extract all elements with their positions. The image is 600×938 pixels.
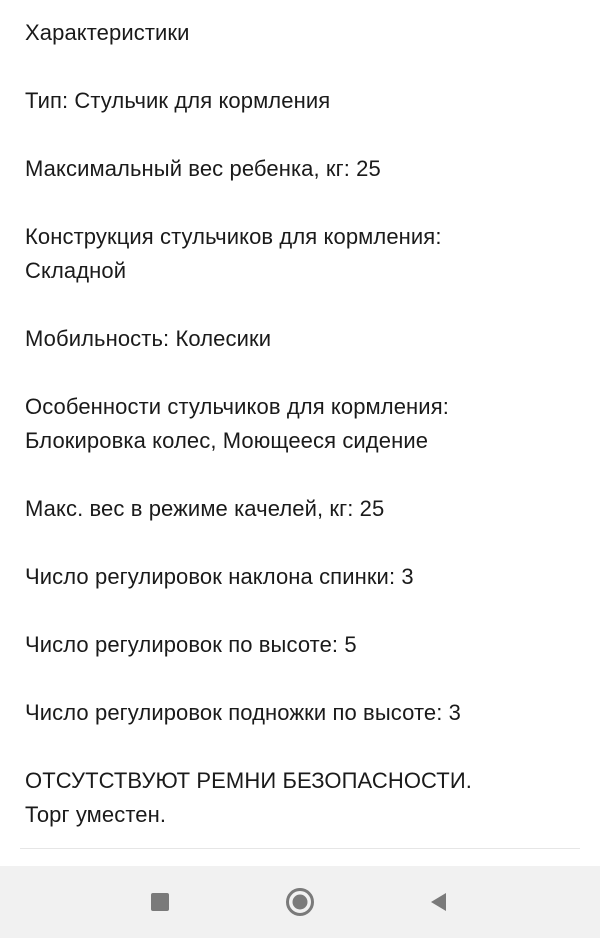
system-navigation-bar xyxy=(0,866,600,938)
spec-swing-max-weight: Макс. вес в режиме качелей, кг: 25 xyxy=(25,496,385,521)
spec-type: Тип: Стульчик для кормления xyxy=(25,88,331,113)
spec-construction: Конструкция стульчиков для кормления: Складной xyxy=(25,224,442,283)
spec-backrest-adjustments: Число регулировок наклона спинки: 3 xyxy=(25,564,414,589)
description-block xyxy=(25,16,580,866)
seller-note: ОТСУТСТВУЮТ РЕМНИ БЕЗОПАСНОСТИ. Торг уместен. xyxy=(25,768,472,827)
content-divider xyxy=(20,848,580,849)
recent-apps-icon[interactable] xyxy=(142,884,178,920)
home-icon[interactable] xyxy=(282,884,318,920)
spec-features: Особенности стульчиков для кормления: Блокировка колес, Моющееся сидение xyxy=(25,394,449,453)
spec-height-adjustments: Число регулировок по высоте: 5 xyxy=(25,632,357,657)
spec-footrest-adjustments: Число регулировок подножки по высоте: 3 xyxy=(25,700,461,725)
spec-max-weight: Максимальный вес ребенка, кг: 25 xyxy=(25,156,381,181)
back-icon[interactable] xyxy=(420,884,456,920)
description-heading: Характеристики xyxy=(25,20,190,45)
spec-mobility: Мобильность: Колесики xyxy=(25,326,272,351)
